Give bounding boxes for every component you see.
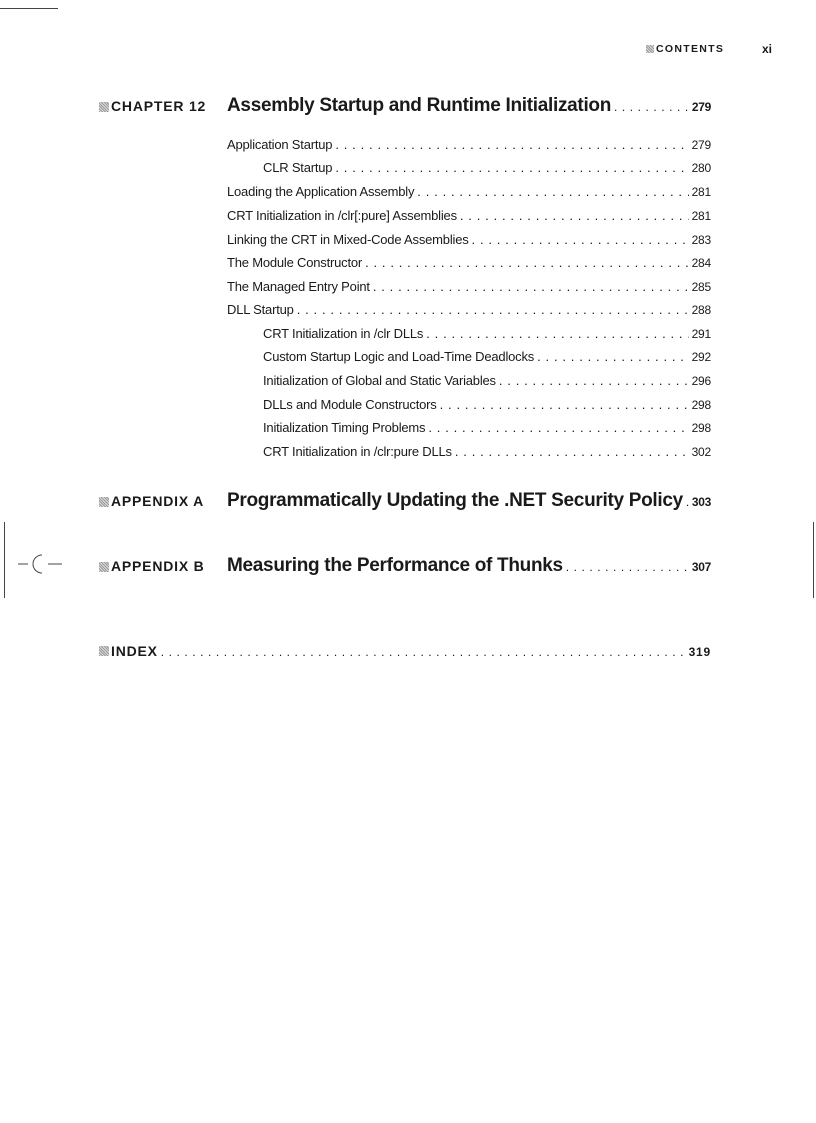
appendix-a-page: 303	[691, 495, 711, 509]
appendix-a-title: Programmatically Updating the .NET Security Policy	[227, 490, 683, 511]
toc-entry[interactable]	[227, 279, 711, 294]
entry-page: 302	[691, 445, 711, 459]
toc-entry[interactable]	[227, 208, 711, 223]
entry-page: 281	[691, 185, 711, 199]
entry-page: 292	[691, 350, 711, 364]
entry-page: 284	[691, 256, 711, 270]
index-row[interactable]	[99, 643, 711, 659]
chapter-title: Assembly Startup and Runtime Initialization	[227, 95, 612, 116]
bullet-square-icon	[99, 102, 109, 112]
entry-page: 298	[691, 421, 711, 435]
entry-page: 291	[691, 327, 711, 341]
toc-subentry[interactable]	[263, 397, 711, 412]
entry-page: 280	[691, 161, 711, 175]
toc-subentry[interactable]	[263, 373, 711, 388]
entry-page: 288	[691, 303, 711, 317]
entry-page: 296	[691, 374, 711, 388]
entry-title: Linking the CRT in Mixed-Code Assemblies	[227, 232, 469, 247]
entry-title: Loading the Application Assembly	[227, 184, 415, 199]
entry-page: 298	[691, 398, 711, 412]
running-head	[646, 43, 724, 55]
crop-mark-top	[0, 8, 58, 9]
entry-title: Initialization of Global and Static Variables	[263, 373, 496, 388]
dot-leader	[614, 100, 689, 114]
page-number: xi	[762, 42, 773, 56]
entry-title: CRT Initialization in /clr[:pure] Assemblies	[227, 208, 457, 223]
toc-entry[interactable]	[227, 184, 711, 199]
toc-subentry[interactable]	[263, 160, 711, 175]
entry-title: Custom Startup Logic and Load-Time Deadlocks	[263, 349, 535, 364]
entry-title: CLR Startup	[263, 160, 333, 175]
entry-page: 281	[691, 209, 711, 223]
registration-mark-icon	[18, 552, 64, 576]
toc-entry[interactable]	[227, 137, 711, 152]
appendix-b-title-row[interactable]	[227, 555, 711, 577]
toc-entry[interactable]	[227, 255, 711, 270]
chapter-page: 279	[691, 100, 711, 114]
entry-page: 279	[691, 138, 711, 152]
toc-entry[interactable]	[227, 232, 711, 247]
chapter-title-row[interactable]	[227, 95, 711, 117]
index-page: 319	[688, 645, 711, 659]
entry-title: The Module Constructor	[227, 255, 363, 270]
bullet-square-icon	[99, 646, 109, 656]
dot-leader	[161, 645, 686, 659]
entry-page: 285	[691, 280, 711, 294]
entry-title: CRT Initialization in /clr:pure DLLs	[263, 444, 452, 459]
toc-subentry[interactable]	[263, 444, 711, 459]
crop-mark-right	[813, 522, 814, 598]
crop-mark-left	[4, 522, 5, 598]
bullet-square-icon	[99, 562, 109, 572]
toc-subentry[interactable]	[263, 326, 711, 341]
index-label: INDEX	[111, 643, 158, 659]
entry-title: CRT Initialization in /clr DLLs	[263, 326, 424, 341]
entry-title: DLL Startup	[227, 302, 294, 317]
appendix-b-title: Measuring the Performance of Thunks	[227, 555, 563, 576]
toc-subentry[interactable]	[263, 349, 711, 364]
appendix-a-label: APPENDIX A	[99, 493, 204, 509]
dot-leader	[686, 495, 689, 509]
entry-title: DLLs and Module Constructors	[263, 397, 437, 412]
running-head-text: CONTENTS	[656, 43, 725, 55]
toc-subentry[interactable]	[263, 420, 711, 435]
entry-title: Initialization Timing Problems	[263, 420, 426, 435]
appendix-b-page: 307	[691, 560, 711, 574]
dot-leader	[566, 560, 689, 574]
entry-title: Application Startup	[227, 137, 333, 152]
toc-entry[interactable]	[227, 302, 711, 317]
appendix-b-label: APPENDIX B	[99, 558, 205, 574]
entry-title: The Managed Entry Point	[227, 279, 370, 294]
bullet-square-icon	[99, 497, 109, 507]
appendix-a-title-row[interactable]	[227, 490, 711, 512]
entry-page: 283	[691, 233, 711, 247]
bullet-square-icon	[646, 45, 654, 53]
chapter-label: CHAPTER 12	[99, 98, 206, 114]
